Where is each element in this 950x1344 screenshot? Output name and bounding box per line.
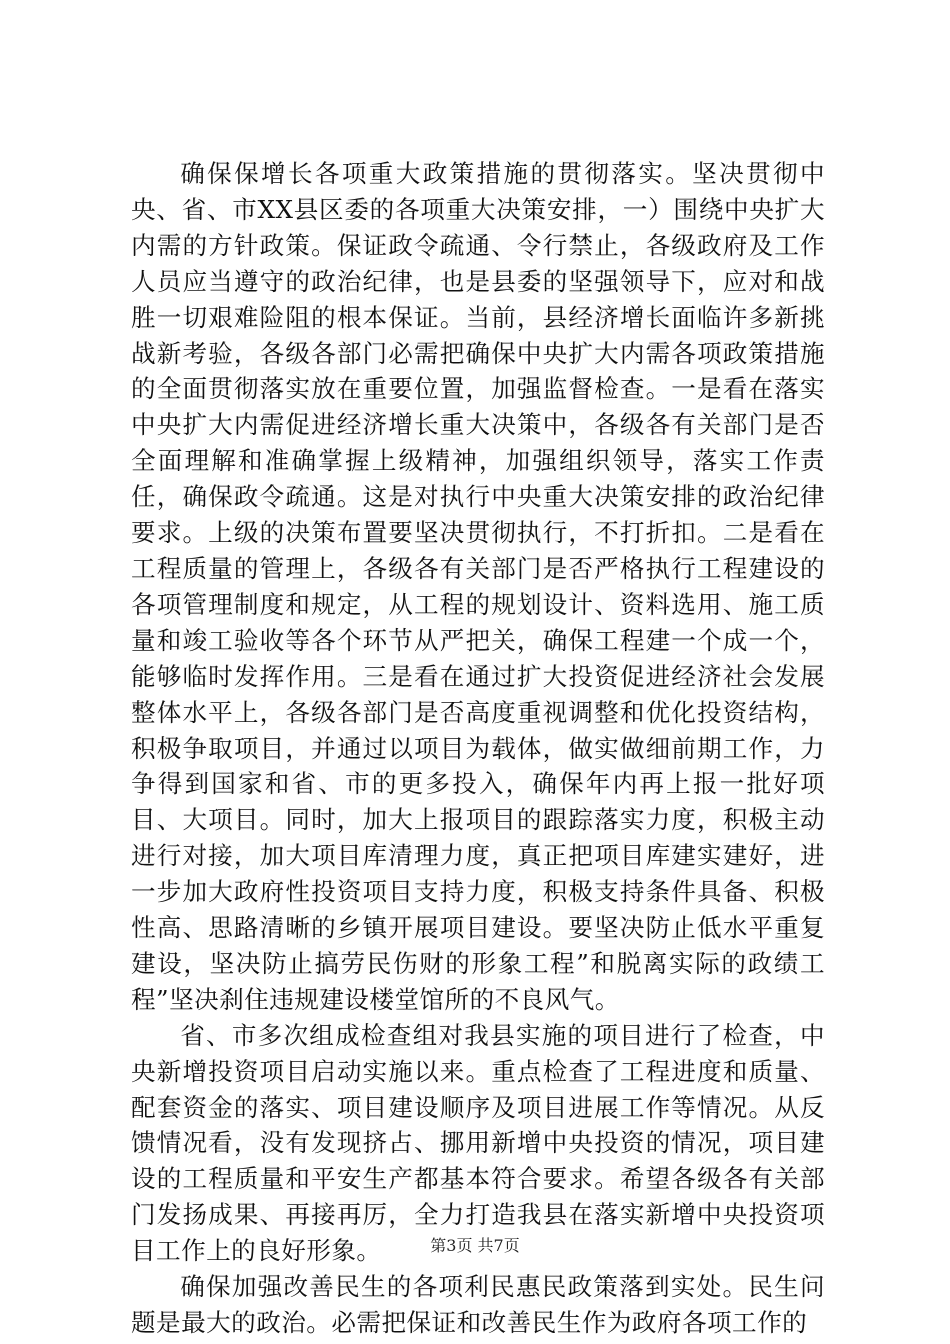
document-body [131,156,825,1341]
paragraph-2: 省、市多次组成检查组对我县实施的项目进行了检查，中央新增投资项目启动实施以来。重点检查了工程进度和质量、配套资金的落实、项目建设顺序及项目进展工作等情况。从反馈情况看，没有发现挤占、挪用新增中央投资的情况，项目建设的工程质量和平安生产都基本符合要求。希望各级各有关部门发扬成果、再接再厉，全力打造我县在落实新增中央投资项目工作上的良好形象。 [131,1020,825,1266]
paragraph-1: 确保保增长各项重大政策措施的贯彻落实。坚决贯彻中央、省、市XX县区委的各项重大决策安排，一）围绕中央扩大内需的方针政策。保证政令疏通、令行禁止，各级政府及工作人员应当遵守的政治纪律，也是县委的坚强领导下，应对和战胜一切艰难险阻的根本保证。当前，县经济增长面临许多新挑战新考验，各级各部门必需把确保中央扩大内需各项政策措施的全面贯彻落实放在重要位置，加强监督检查。一是看在落实中央扩大内需促进经济增长重大决策中，各级各有关部门是否全面理解和准确掌握上级精神，加强组织领导，落实工作责任，确保政令疏通。这是对执行中央重大决策安排的政治纪律要求。上级的决策布置要坚决贯彻执行，不打折扣。二是看在工程质量的管理上，各级各有关部门是否严格执行工程建设的各项管理制度和规定，从工程的规划设计、资料选用、施工质量和竣工验收等各个环节从严把关，确保工程建一个成一个，能够临时发挥作用。三是看在通过扩大投资促进经济社会发展整体水平上，各级各部门是否高度重视调整和优化投资结构，积极争取项目，并通过以项目为载体，做实做细前期工作，力争得到国家和省、市的更多投入，确保年内再上报一批好项目、大项目。同时，加大上报项目的跟踪落实力度，积极主动进行对接，加大项目库清理力度，真正把项目库建实建好，进一步加大政府性投资项目支持力度，积极支持条件具备、积极性高、思路清晰的乡镇开展项目建设。要坚决防止低水平重复建设，坚决防止搞劳民伤财的形象工程”和脱离实际的政绩工程”坚决刹住违规建设楼堂馆所的不良风气。 [131,159,825,1014]
page-number-footer: 第3页 共7页 [430,1236,520,1255]
paragraph-3: 确保加强改善民生的各项利民惠民政策落到实处。民生问题是最大的政治。必需把保证和改善民生作为政府各项工作的 [131,1272,825,1337]
